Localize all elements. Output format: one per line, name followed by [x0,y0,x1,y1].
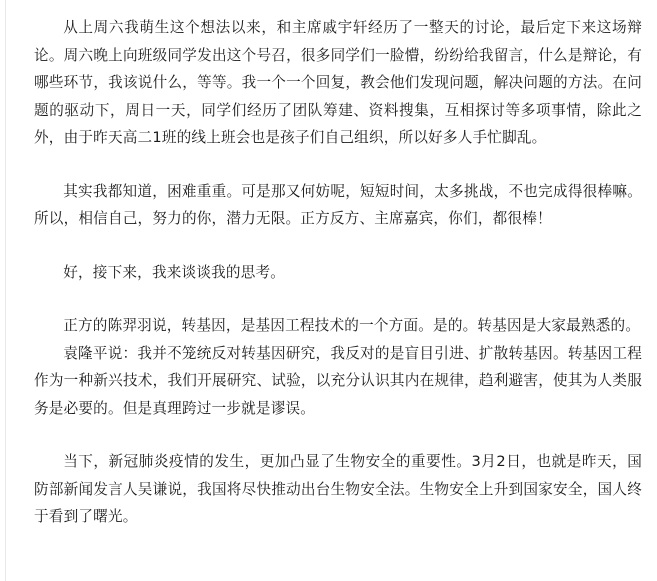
paragraph-4: 正方的陈羿羽说，转基因，是基因工程技术的一个方面。是的。转基因是大家最熟悉的。 [63,317,641,334]
document-body [34,14,642,531]
paragraph-5: 袁隆平说：我并不笼统反对转基因研究，我反对的是盲目引进、扩散转基因。转基因工程作为一种新兴技术，我们开展研究、试验，以充分认识其内在规律，趋利避害，使其为人类服务是必要的。但是真理跨过一步就是谬误。 [34,344,642,417]
paragraph-1: 从上周六我萌生这个想法以来，和主席戚宇轩经历了一整天的讨论，最后定下来这场辩论。周六晚上向班级同学发出这个号召，很多同学们一脸懵，纷纷给我留言，什么是辩论，有哪些环节，我该说什么，等等。我一个一个回复，教会他们发现问题，解决问题的方法。在问题的驱动下，周日一天，同学们经历了团队筹建、资料搜集，互相探讨等多项事情，除此之外，由于昨天高二1班的线上班会也是孩子们自己组织，所以好多人手忙脚乱。 [34,19,642,146]
page-left-gutter [0,0,6,581]
paragraph-6: 当下，新冠肺炎疫情的发生，更加凸显了生物安全的重要性。3月2日，也就是昨天，国防部新闻发言人吴谦说，我国将尽快推动出台生物安全法。生物安全上升到国家安全，国人终于看到了曙光。 [34,453,642,525]
paragraph-3: 好，接下来，我来谈谈我的思考。 [63,263,286,281]
paragraph-2: 其实我都知道，困难重重。可是那又何妨呢，短短时间，太多挑战，不也完成得很棒嘛。所以，相信自己，努力的你，潜力无限。正方反方、主席嘉宾，你们，都很棒！ [34,182,642,227]
